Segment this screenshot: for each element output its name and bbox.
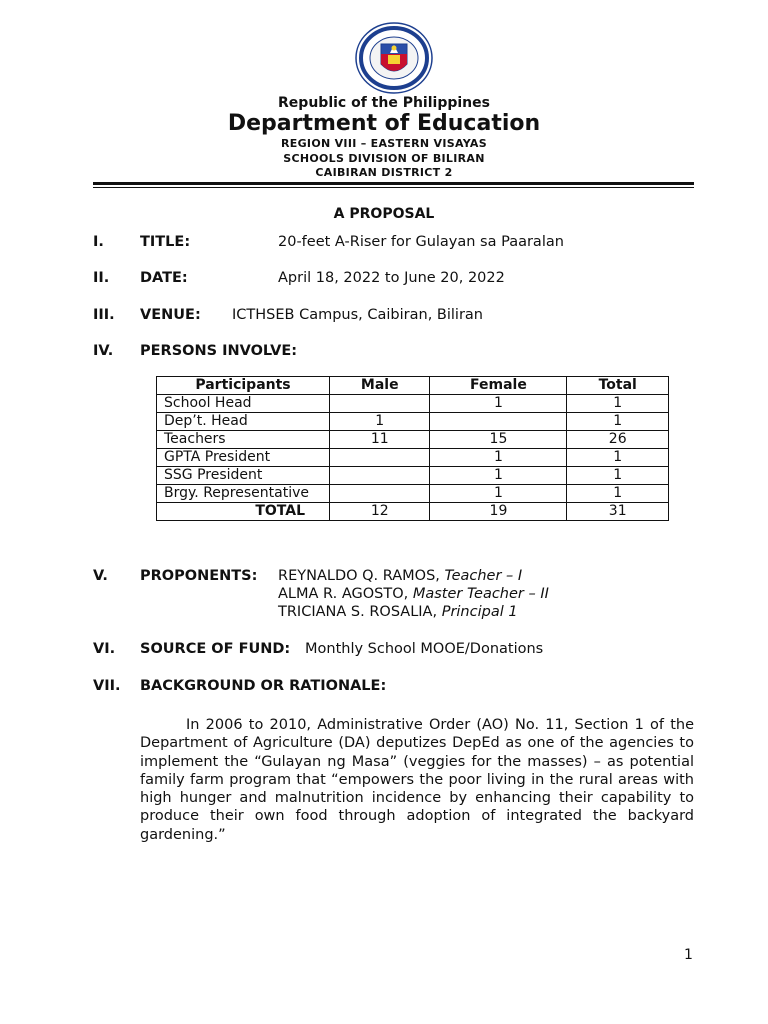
male-cell — [330, 485, 430, 503]
proponent-role: Master Teacher – II — [412, 586, 549, 602]
participant-cell: Teachers — [157, 431, 330, 449]
title-value: 20-feet A-Riser for Gulayan sa Paaralan — [278, 234, 564, 250]
section-number: IV. — [93, 343, 114, 359]
section-number: VII. — [93, 678, 121, 694]
proponent-role: Principal 1 — [441, 604, 518, 620]
male-cell: 1 — [330, 413, 430, 431]
proponent-name: ALMA R. AGOSTO, — [278, 586, 409, 602]
proponent-line — [278, 604, 518, 620]
document-title: A PROPOSAL — [333, 206, 435, 222]
female-cell: 1 — [430, 485, 567, 503]
republic-heading: Republic of the Philippines — [278, 95, 490, 111]
table-row — [157, 449, 669, 467]
female-cell: 1 — [430, 449, 567, 467]
district-heading: CAIBIRAN DISTRICT 2 — [315, 166, 453, 179]
total-cell: 1 — [567, 485, 669, 503]
section-label: SOURCE OF FUND: — [140, 641, 291, 657]
table-row — [157, 395, 669, 413]
department-heading: Department of Education — [227, 111, 541, 136]
participant-cell: GPTA President — [157, 449, 330, 467]
proponent-name: TRICIANA S. ROSALIA, — [278, 604, 438, 620]
venue-value: ICTHSEB Campus, Caibiran, Biliran — [232, 307, 483, 323]
section-number: I. — [93, 234, 104, 250]
fund-value: Monthly School MOOE/Donations — [305, 641, 544, 657]
section-label: TITLE: — [140, 234, 191, 250]
section-number: V. — [93, 568, 108, 584]
rationale-text: In 2006 to 2010, Administrative Order (AO) No. 11, Section 1 of the Department of Agriculture (DA) deputizes DepEd as one of the agencies to implement the “Gulayan ng Masa” (veggies for the masses) – as potential family farm program that “empowers the poor living in the rural areas with high hunger and malnutrition incidence by enhancing their capability to produce their own food through adoption of integrated the backyard gardening.” — [140, 717, 694, 843]
female-total-cell: 19 — [430, 503, 567, 521]
total-cell: 1 — [567, 395, 669, 413]
date-value: April 18, 2022 to June 20, 2022 — [278, 270, 505, 286]
page-number: 1 — [684, 947, 693, 963]
participant-cell: School Head — [157, 395, 330, 413]
total-cell: 26 — [567, 431, 669, 449]
column-header: Male — [330, 377, 430, 395]
proponent-line — [278, 586, 549, 602]
header-rule-thick — [93, 182, 694, 185]
total-label-cell: TOTAL — [157, 503, 330, 521]
male-cell: 11 — [330, 431, 430, 449]
participant-cell: SSG President — [157, 467, 330, 485]
participant-cell: Dep’t. Head — [157, 413, 330, 431]
region-heading: REGION VIII – EASTERN VISAYAS — [281, 137, 487, 150]
male-cell — [330, 449, 430, 467]
section-label: VENUE: — [140, 307, 201, 323]
header-rule-thin — [93, 187, 694, 188]
table-row — [157, 431, 669, 449]
participants-table — [156, 376, 669, 521]
table-row — [157, 485, 669, 503]
table-row — [157, 413, 669, 431]
section-number: III. — [93, 307, 115, 323]
section-label: PROPONENTS: — [140, 568, 258, 584]
section-label: BACKGROUND OR RATIONALE: — [140, 678, 387, 694]
table-header-row — [157, 377, 669, 395]
male-total-cell: 12 — [330, 503, 430, 521]
proponent-line — [278, 568, 522, 584]
male-cell — [330, 395, 430, 413]
male-cell — [330, 467, 430, 485]
grand-total-cell: 31 — [567, 503, 669, 521]
rationale-paragraph — [140, 716, 694, 844]
female-cell: 1 — [430, 467, 567, 485]
column-header: Participants — [157, 377, 330, 395]
table-row — [157, 467, 669, 485]
section-number: VI. — [93, 641, 116, 657]
deped-seal-logo — [354, 22, 434, 94]
proponent-name: REYNALDO Q. RAMOS, — [278, 568, 440, 584]
section-label: PERSONS INVOLVE: — [140, 343, 298, 359]
column-header: Female — [430, 377, 567, 395]
female-cell: 15 — [430, 431, 567, 449]
section-number: II. — [93, 270, 110, 286]
table-total-row — [157, 503, 669, 521]
division-heading: SCHOOLS DIVISION OF BILIRAN — [283, 152, 485, 165]
total-cell: 1 — [567, 467, 669, 485]
total-cell: 1 — [567, 413, 669, 431]
proponent-role: Teacher – I — [444, 568, 523, 584]
female-cell — [430, 413, 567, 431]
section-label: DATE: — [140, 270, 188, 286]
total-cell: 1 — [567, 449, 669, 467]
column-header: Total — [567, 377, 669, 395]
participant-cell: Brgy. Representative — [157, 485, 330, 503]
female-cell: 1 — [430, 395, 567, 413]
